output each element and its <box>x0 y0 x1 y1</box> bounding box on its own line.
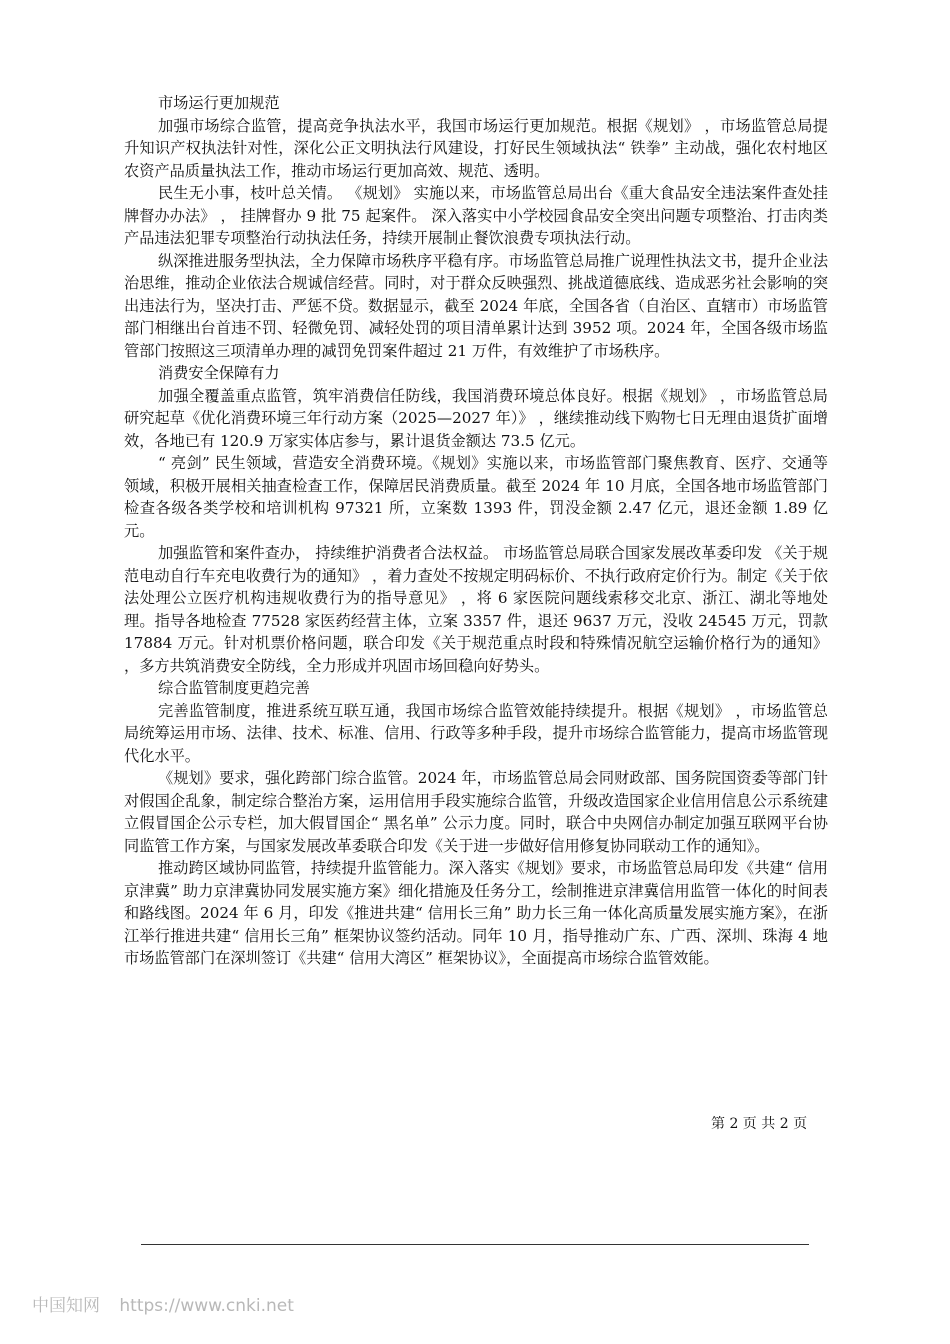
section-heading-regulatory-system: 综合监管制度更趋完善 <box>158 679 310 697</box>
paragraph-2: 民生无小事，枝叶总关情。 《规划》 实施以来，市场监管总局出台《重大食品安全违法案件查处挂牌督办办法》 ， 挂牌督办 9 批 75 起案件。 深入落实中小学校园食品安全突出问题专项整治、打击肉类产品违法犯罪专项整治行动执法任务，持续开展制止餐饮浪费专项执法行动。 <box>124 184 828 247</box>
paragraph-8: 《规划》要求，强化跨部门综合监管。2024 年，市场监管总局会同财政部、国务院国资委等部门针对假国企乱象，制定综合整治方案，运用信用手段实施综合监管，升级改造国家企业信用信息公示系统建立假冒国企公示专栏，加大假冒国企“ 黑名单” 公示力度。同时，联合中央网信办制定加强互联网平台协同监管工作方案，与国家发展改革委联合印发《关于进一步做好信用修复协同联动工作的通知》。 <box>124 769 828 855</box>
cnki-watermark <box>32 1294 294 1318</box>
paragraph-9: 推动跨区域协同监管，持续提升监管能力。深入落实《规划》要求，市场监管总局印发《共建“ 信用京津冀” 助力京津冀协同发展实施方案》细化措施及任务分工，绘制推进京津冀信用监管一体化的时间表和路线图。2024 年 6 月，印发《推进共建“ 信用长三角” 助力长三角一体化高质量发展实施方案》，在浙江举行推进共建“ 信用长三角” 框架协议签约活动。同年 10 月，指导推动广东、广西、深圳、珠海 4 地市场监管部门在深圳签订《共建“ 信用大湾区” 框架协议》，全面提高市场综合监管效能。 <box>124 859 828 967</box>
paragraph-7: 完善监管制度，推进系统互联互通，我国市场综合监管效能持续提升。根据《规划》 ，市场监管总局统筹运用市场、法律、技术、标准、信用、行政等多种手段，提升市场综合监管能力，提高市场监管现代化水平。 <box>124 701 828 765</box>
footer-divider <box>141 1244 809 1245</box>
paragraph-6: 加强监管和案件查办， 持续维护消费者合法权益。 市场监管总局联合国家发展改革委印发 《关于规范电动自行车充电收费行为的通知》 ，着力查处不按规定明码标价、不执行政府定价行为。制定《关于依法处理公立医疗机构违规收费行为的指导意见》 ，将 6 家医院问题线索移交北京、浙江、湖北等地处理。指导各地检查 77528 家医药经营主体，立案 3357 件，退还 9637 万元，没收 24545 万元，罚款 17884 万元。针对机票价格问题，联合印发《关于规范重点时段和特殊情况航空运输价格行为的通知》 ，多方共筑消费安全防线，全力形成并巩固市场回稳向好势头。 <box>124 544 828 675</box>
paragraph-5: “ 亮剑” 民生领域，营造安全消费环境。《规划》实施以来，市场监管部门聚焦教育、医疗、交通等领域，积极开展相关抽查检查工作，保障居民消费质量。截至 2024 年 10 月底，全国各地市场监管部门检查各级各类学校和培训机构 97321 所，立案数 1393 件，罚没金额 2.47 亿元，退还金额 1.89 亿元。 <box>124 454 828 540</box>
paragraph-4: 加强全覆盖重点监管，筑牢消费信任防线，我国消费环境总体良好。根据《规划》 ，市场监管总局研究起草《优化消费环境三年行动方案（2025—2027 年）》 ，继续推动线下购物七日无理由退货扩面增效，各地已有 120.9 万家实体店参与，累计退货金额达 73.5 亿元。 <box>124 386 828 450</box>
paragraph-1: 加强市场综合监管，提高竞争执法水平，我国市场运行更加规范。根据《规划》 ，市场监管总局提升知识产权执法针对性，深化公正文明执法行风建设，打好民生领域执法“ 铁拳” 主动战，强化农村地区农资产品质量执法工作，推动市场运行更加高效、规范、透明。 <box>124 116 828 180</box>
section-heading-market-operation: 市场运行更加规范 <box>158 94 280 112</box>
watermark-url: https://www.cnki.net <box>119 1296 294 1316</box>
page-number: 第 2 页 共 2 页 <box>711 1116 808 1132</box>
section-heading-consumer-safety: 消费安全保障有力 <box>158 364 280 382</box>
watermark-brand: 中国知网 <box>32 1296 100 1316</box>
paragraph-3: 纵深推进服务型执法，全力保障市场秩序平稳有序。市场监管总局推广说理性执法文书，提升企业法治思维，推动企业依法合规诚信经营。同时，对于群众反映强烈、挑战道德底线、造成恶劣社会影响的突出违法行为，坚决打击、严惩不贷。数据显示，截至 2024 年底，全国各省（自治区、直辖市）市场监管部门相继出台首违不罚、轻微免罚、减轻处罚的项目清单累计达到 3952 项。2024 年，全国各级市场监管部门按照这三项清单办理的减罚免罚案件超过 21 万件，有效维护了市场秩序。 <box>124 251 828 360</box>
article-body <box>124 92 828 970</box>
